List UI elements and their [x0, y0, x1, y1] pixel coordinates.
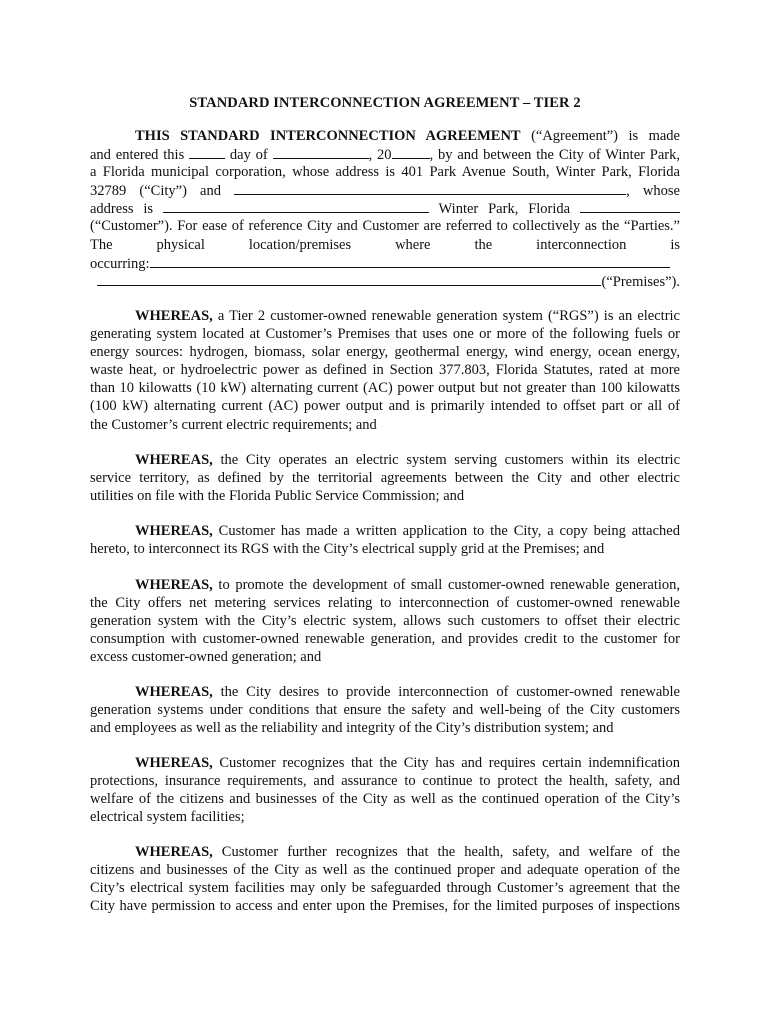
customer-name-blank[interactable]	[234, 181, 626, 195]
intro-line-4: 32789 (“City”) and , whose	[90, 183, 680, 200]
intro-line-5: address is Winter Park, Florida	[90, 199, 680, 217]
day-blank[interactable]	[189, 145, 225, 159]
zip-blank[interactable]	[580, 199, 680, 213]
whereas-paragraph-7: WHEREAS, Customer further recognizes that the health, safety, and welfare of the citizens and businesses of the City as well as the continued proper and adequate operation of the City’s electrical system facilities may only be safeguarded through Customer’s agreement that the City have permission to access and enter upon the Premises, for the limited purposes of inspections	[90, 844, 680, 915]
whereas-paragraph-5: WHEREAS, the City desires to provide interconnection of customer-owned renewable generation systems under conditions that ensure the safety and well-being of the City customers and employees as well as the reliability and integrity of the City’s distribution system; and	[90, 684, 680, 737]
whereas-paragraph-3: WHEREAS, Customer has made a written application to the City, a copy being attached hereto, to interconnect its RGS with the City’s electrical supply grid at the Premises; and	[90, 523, 680, 558]
premises-blank-2[interactable]	[97, 272, 601, 286]
intro-line-3: a Florida municipal corporation, whose address is 401 Park Avenue South, Winter Park, Florida	[90, 164, 680, 181]
intro-line-6: (“Customer”). For ease of reference City and Customer are referred to collectively as the “Parties.”	[90, 218, 680, 235]
year-blank[interactable]	[392, 145, 430, 159]
whereas-paragraph-2: WHEREAS, the City operates an electric system serving customers within its electric service territory, as defined by the territorial agreements between the City and other electric utilities on file with the Florida Public Service Commission; and	[90, 452, 680, 505]
whereas-paragraph-1: WHEREAS, a Tier 2 customer-owned renewable generation system (“RGS”) is an electric generating system located at Customer’s Premises that uses one or more of the following fuels or energy sources: hydrogen, biomass, solar energy, geothermal energy, wind energy, ocean energy, waste heat, or hydroelectric power as defined in Section 377.803, Florida Statutes, rated at more than 10 kilowatts (10 kW) alternating current (AC) power output but not greater than 100 kilowatts (100 kW) alternating current (AC) power output and is primarily intended to offset part or all of the Customer’s current electric requirements; and	[90, 308, 680, 433]
document-title: STANDARD INTERCONNECTION AGREEMENT – TIER 2	[189, 95, 581, 111]
customer-address-blank[interactable]	[163, 199, 429, 213]
whereas-paragraph-6: WHEREAS, Customer recognizes that the City has and requires certain indemnification protections, insurance requirements, and assurance to continue to protect the health, safety, and welfare of the citizens and businesses of the City as well as the continued operation of the City’s electrical system facilities;	[90, 755, 680, 826]
month-blank[interactable]	[273, 145, 369, 159]
premises-blank-1[interactable]	[150, 254, 670, 268]
intro-line-8: occurring:	[90, 254, 680, 272]
intro-line-1: THIS STANDARD INTERCONNECTION AGREEMENT (“Agreement”) is made	[135, 128, 680, 144]
whereas-paragraph-4: WHEREAS, to promote the development of small customer-owned renewable generation, the City offers net metering services relating to interconnection of customer-owned renewable generation system with the City’s electric system, allows such customers to offset their electric consumption with customer-owned renewable generation, and provides credit to the customer for excess customer-owned generation; and	[90, 577, 680, 666]
intro-paragraph	[90, 127, 680, 290]
intro-line-9: (“Premises”).	[90, 272, 680, 290]
intro-line-7: The physical location/premises where the interconnection is	[90, 236, 680, 253]
intro-line-2: and entered this day of , 20 , by and between the City of Winter Park,	[90, 147, 680, 164]
